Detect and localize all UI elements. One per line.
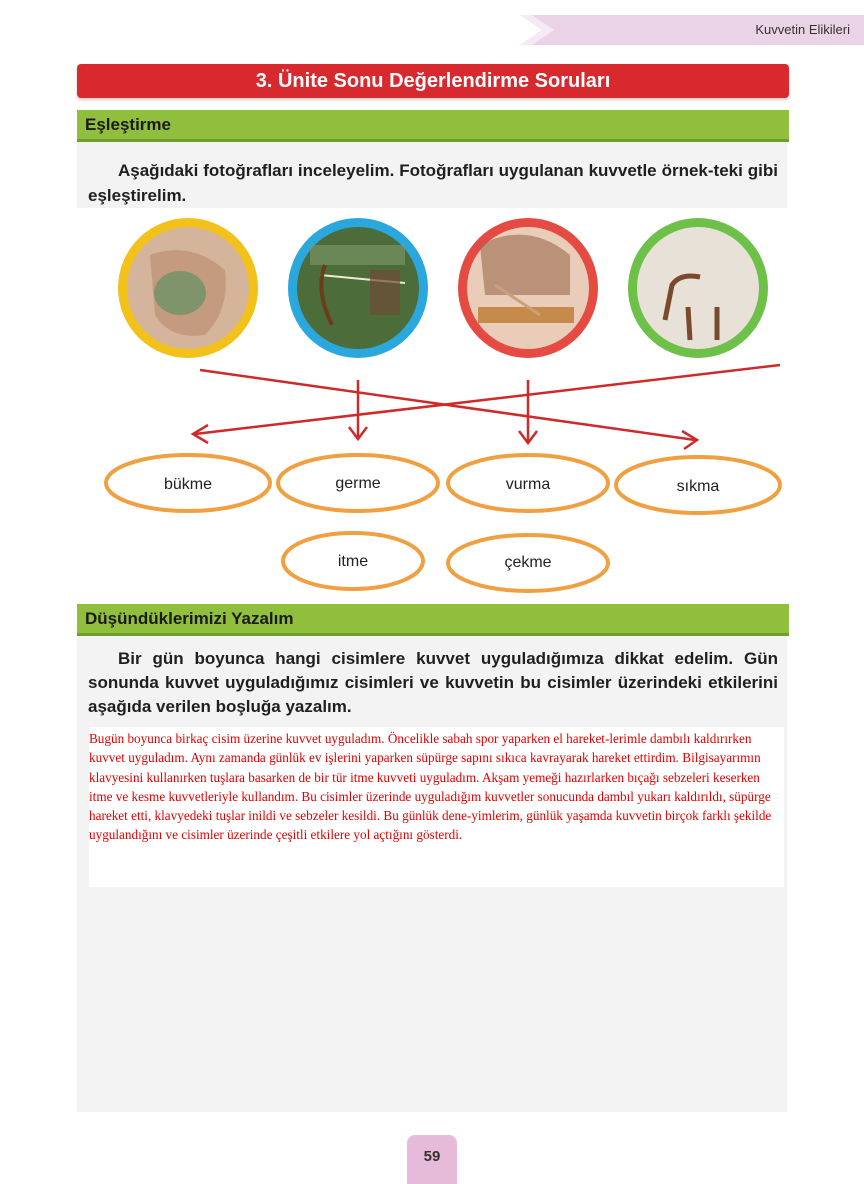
matching-instruction: Aşağıdaki fotoğrafları inceleyelim. Fotoğrafları uygulanan kuvvetle örnek-teki gibi eşleştirelim.	[88, 161, 778, 205]
section-heading-matching: Eşleştirme	[77, 110, 789, 142]
page-number: 59	[423, 1148, 441, 1165]
word-oval-vurma[interactable]	[448, 455, 608, 511]
chapter-title: Kuvvetin Elikileri	[755, 22, 850, 37]
writing-instruction: Bir gün boyunca hangi cisimlere kuvvet uyguladığımıza dikkat edelim. Gün sonunda kuvvet uyguladığımız cisimleri ve kuvvetin bu cisimler üzerindeki etkilerini aşağıda verilen boşluğa yazalım.	[88, 649, 778, 716]
student-answer[interactable]	[89, 727, 784, 887]
bow-and-arrow-photo	[288, 218, 428, 358]
word-cekme: çekme	[504, 554, 552, 571]
word-oval-bukme[interactable]	[106, 455, 270, 511]
matching-arrows	[193, 365, 780, 449]
word-oval-cekme[interactable]	[448, 535, 608, 591]
xylophone-photo	[458, 218, 598, 358]
word-oval-sikma[interactable]	[616, 457, 780, 513]
squeezed-ball-photo	[118, 218, 258, 358]
word-germe: germe	[335, 475, 381, 492]
bent-nail-photo	[628, 218, 768, 358]
word-oval-itme[interactable]	[283, 533, 423, 589]
word-itme: itme	[337, 553, 369, 570]
word-oval-germe[interactable]	[278, 455, 438, 511]
answer-text: Bugün boyunca birkaç cisim üzerine kuvvet uyguladım. Öncelikle sabah spor yaparken el hareket-lerimle dambılı kaldırırken kuvvet uyguladım. Aynı zamanda günlük ev işlerini yaparken süpürge sapını sıkıca kavrayarak hareket ettirdim. Bilgisayarımın klavyesini kullanırken tuşlara basarken de bir tür itme kuvveti uyguladım. Akşam yemeği hazırlarken bıçağı sebzeleri keserken itme ve kesme kuvvetleriyle kullandım. Bu cisimler üzerinde uyguladığım kuvvetler sonucunda dambıl yukarı kaldırıldı, süpürge hareket etti, klavyedeki tuşlar inildi ve sebzeler kesildi. Bu günlük dene-yimlerim, günlük yaşamda kuvvetin birçok farklı şekilde uygulandığını ve cisimler üzerinde çeşitli etkilere yol açtığını gösterdi.	[89, 731, 772, 843]
matching-figure	[100, 215, 790, 605]
section-heading-writing: Düşündüklerimizi Yazalım	[77, 604, 789, 636]
word-vurma: vurma	[505, 476, 551, 493]
page-title: 3. Ünite Sonu Değerlendirme Soruları	[77, 64, 789, 98]
word-bukme: bükme	[163, 476, 213, 493]
word-sikma: sıkma	[676, 478, 720, 495]
